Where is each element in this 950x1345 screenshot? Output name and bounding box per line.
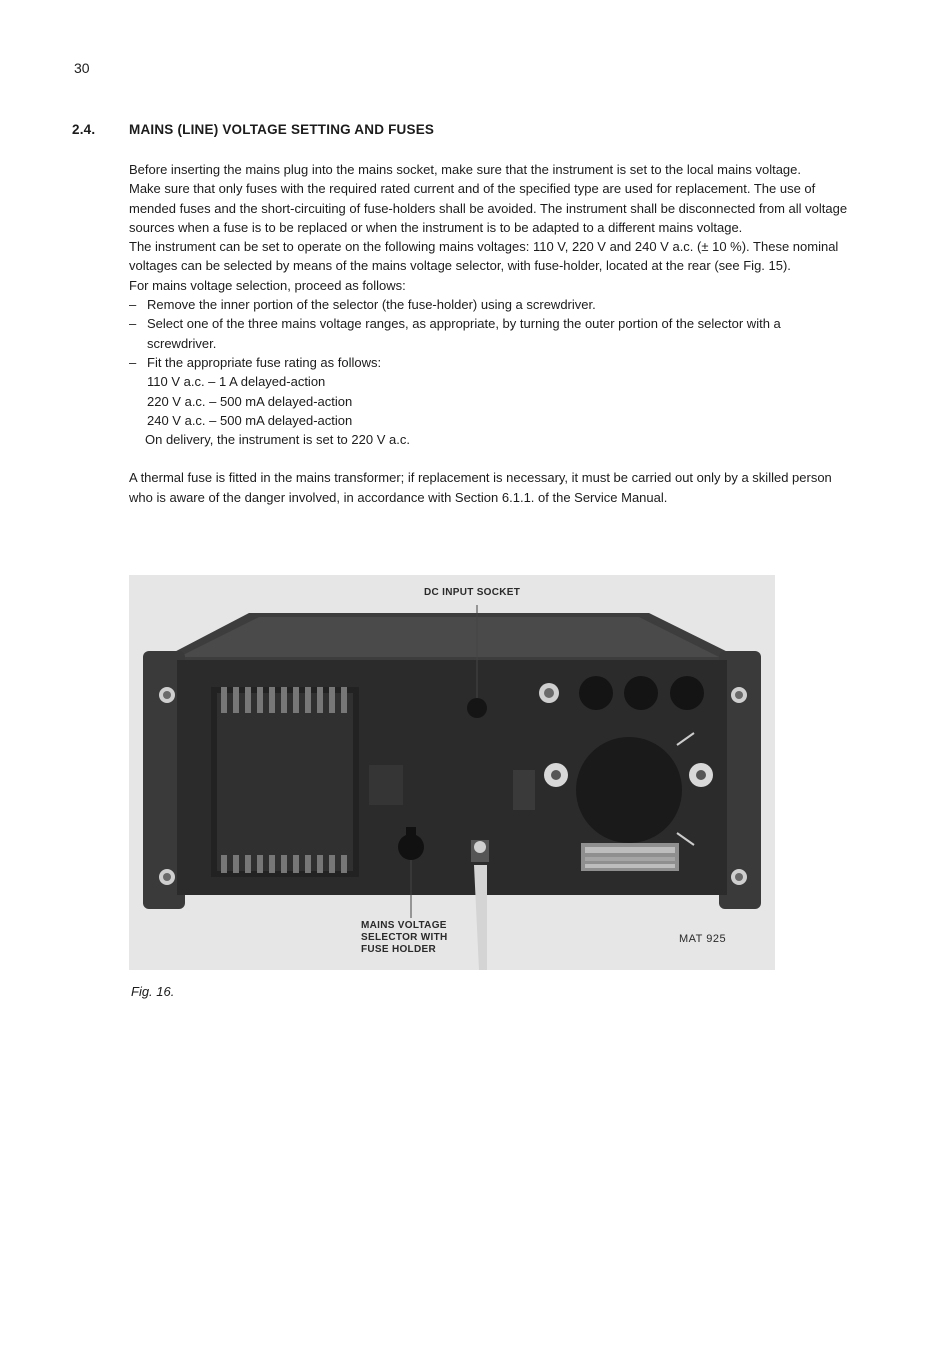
label-line: FUSE HOLDER (361, 944, 436, 955)
list-item (129, 314, 849, 353)
label-line: SELECTOR WITH (361, 932, 448, 943)
mains-voltage-selector-label (361, 920, 491, 956)
figure-code: MAT 925 (679, 933, 727, 945)
list-dash: – (129, 316, 137, 332)
fan-icon (576, 737, 682, 843)
list-item (129, 353, 849, 372)
step-remove: Remove the inner portion of the selector (the fuse-holder) using a screwdriver. (147, 297, 596, 313)
paragraph-fuses: Make sure that only fuses with the required rated current and of the specified type are used for replacement. The use of mended fuses and the short-circuiting of fuse-holders shall be avoided. The instrument shall be disconnected from all voltage sources when a fuse is to be replaced or when the instrument is to be adapted to a different mains voltage. (129, 181, 848, 235)
list-dash: – (129, 297, 137, 313)
paragraph-procedure: For mains voltage selection, proceed as follows: (129, 277, 406, 293)
step-fit: Fit the appropriate fuse rating as follows: (147, 354, 382, 370)
step-select: Select one of the three mains voltage ranges, as appropriate, by turning the outer portion of the selector with a screwdriver. (147, 316, 781, 351)
section-number: 2.4. (72, 122, 96, 137)
instrument-rear-illustration (129, 575, 775, 970)
delivery-note: On delivery, the instrument is set to 220 V a.c. (145, 432, 410, 448)
body-text (129, 160, 849, 507)
list-dash: – (129, 354, 137, 370)
fuse-rating-240: 240 V a.c. – 500 mA delayed-action (147, 412, 353, 428)
label-line: MAINS VOLTAGE (361, 920, 447, 931)
paragraph-thermal-fuse: A thermal fuse is fitted in the mains transformer; if replacement is necessary, it must be carried out only by a skilled person who is aware of the danger involved, in accordance with Section 6.1.1. of the Service Manual. (129, 470, 832, 505)
section-title: MAINS (LINE) VOLTAGE SETTING AND FUSES (129, 122, 435, 137)
list-item (129, 295, 849, 314)
page-number: 30 (74, 60, 90, 76)
paragraph-intro: Before inserting the mains plug into the mains socket, make sure that the instrument is set to the local mains voltage. (129, 162, 802, 177)
dc-input-socket-label: DC INPUT SOCKET (424, 587, 521, 598)
instrument-rear-photo (129, 575, 775, 970)
paragraph-voltages: The instrument can be set to operate on the following mains voltages: 110 V, 220 V and 240 V a.c. (± 10 %). These nominal voltages can be selected by means of the mains voltage selector, with fuse-holder, located at the rear (see Fig. 15). (129, 239, 839, 274)
fuse-rating-110: 110 V a.c. – 1 A delayed-action (147, 374, 326, 390)
dc-input-socket-icon (467, 698, 487, 718)
figure-caption: Fig. 16. (131, 984, 175, 999)
fuse-rating-220: 220 V a.c. – 500 mA delayed-action (147, 393, 353, 409)
